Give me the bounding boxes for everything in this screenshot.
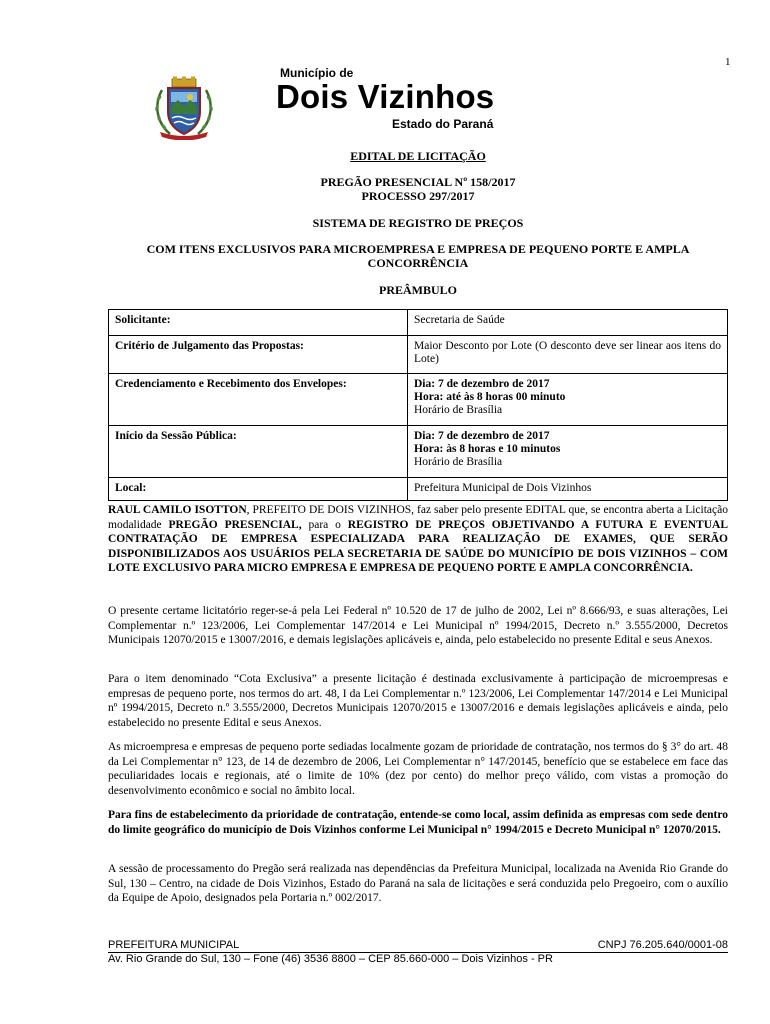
sistema-heading: SISTEMA DE REGISTRO DE PREÇOS bbox=[312, 216, 524, 230]
inicio-dia: Dia: 7 de dezembro de 2017 bbox=[414, 430, 550, 442]
pregao-number: PREGÃO PRESENCIAL Nº 158/2017 bbox=[320, 175, 516, 189]
footer-cnpj: CNPJ 76.205.640/0001-08 bbox=[597, 939, 728, 951]
itens-line-2: CONCORRÊNCIA bbox=[367, 256, 469, 270]
inicio-label: Início da Sessão Pública: bbox=[109, 426, 408, 478]
table-row bbox=[109, 310, 728, 336]
footer-prefeitura: PREFEITURA MUNICIPAL bbox=[108, 939, 240, 951]
footer-top-line bbox=[108, 939, 728, 953]
solicitante-value: Secretaria de Saúde bbox=[408, 310, 728, 336]
table-row bbox=[109, 426, 728, 478]
criterio-value: Maior Desconto por Lote (O desconto deve ser linear aos itens do Lote) bbox=[408, 336, 728, 374]
page-number: 1 bbox=[725, 56, 731, 68]
inicio-hora: Hora: às 8 horas e 10 minutos bbox=[414, 443, 561, 455]
credenciamento-hora: Hora: até às 8 horas 00 minuto bbox=[414, 391, 566, 403]
credenciamento-dia: Dia: 7 de dezembro de 2017 bbox=[414, 378, 550, 390]
paragraph-sessao: A sessão de processamento do Pregão será realizada nas dependências da Prefeitura Municipal, localizada na Avenida Rio Grande do Sul, 130 – Centro, na cidade de Dois Vizinhos, Estado do Paraná na sala de licitações e será conduzida pelo Pregoeiro, com o auxílio da Equipe de Apoio, designados pela Portaria n.º 002/2017. bbox=[108, 863, 728, 904]
paragraph-legislacao: O presente certame licitatório reger-se-á pela Lei Federal nº 10.520 de 17 de julho de 2002, Lei nº 8.666/93, e suas alterações, Lei Complementar n.º 123/2006, Lei Complementar 147/2014 e Lei Municipal nº 1994/2015, Decreto n.º 3.555/2000, Decretos Municipais 12070/2015 e 13007/2016, e demais legislações aplicáveis e, ainda, pelo estabelecido no presente Edital e seus Anexos. bbox=[108, 605, 728, 646]
document-title: EDITAL DE LICITAÇÃO bbox=[350, 149, 486, 163]
credenciamento-horario: Horário de Brasília bbox=[414, 404, 503, 416]
credenciamento-label: Credenciamento e Recebimento dos Envelopes: bbox=[109, 374, 408, 426]
preambulo-table bbox=[108, 309, 728, 501]
table-row bbox=[109, 478, 728, 501]
footer-address: Av. Rio Grande do Sul, 130 – Fone (46) 3536 8800 – CEP 85.660-000 – Dois Vizinhos - PR bbox=[108, 953, 553, 965]
paragraph-text: , PREFEITO DE DOIS VIZINHOS, faz saber pelo presente EDITAL que, se encontra aberta a Licitação modalidade bbox=[108, 504, 728, 531]
municipality-name: Dois Vizinhos bbox=[276, 78, 495, 115]
paragraph-text: para o bbox=[301, 518, 348, 531]
coat-of-arms-icon bbox=[152, 76, 216, 140]
mayor-name: RAUL CAMILO ISOTTON bbox=[108, 504, 247, 516]
paragraph-prioridade: As microempresa e empresas de pequeno porte sediadas localmente gozam de prioridade de contratação, nos termos do § 3° do art. 48 da Lei Complementar n° 123, de 14 de dezembro de 2006, Lei Complementar n° 147/20145, benefício que se estabelece em face das peculiaridades locais e regionais, até o limite de 10% (dez por cento) do melhor preço válido, com vistas a promoção do desenvolvimento econômico e social no âmbito local. bbox=[108, 741, 728, 797]
local-label: Local: bbox=[109, 478, 408, 501]
inicio-value bbox=[408, 426, 728, 478]
itens-line-1: COM ITENS EXCLUSIVOS PARA MICROEMPRESA E EMPRESA DE PEQUENO PORTE E AMPLA bbox=[146, 242, 690, 256]
itens-exclusivos-heading bbox=[108, 242, 728, 270]
solicitante-label: Solicitante: bbox=[109, 310, 408, 336]
credenciamento-value bbox=[408, 374, 728, 426]
local-value: Prefeitura Municipal de Dois Vizinhos bbox=[408, 478, 728, 501]
processo-number: PROCESSO 297/2017 bbox=[361, 189, 475, 203]
paragraph-cota-exclusiva: Para o item denominado “Cota Exclusiva” a presente licitação é destinada exclusivamente à participação de microempresas e empresas de pequeno porte, nos termos do art. 48, I da Lei Complementar n.º 123/2006, Lei Complementar 147/2014 e Lei Municipal nº 1994/2015, Decreto n.º 3.555/2000, Decretos Municipais 12070/2015 e 13007/2016 e demais legislações aplicáveis e ainda, pelo estabelecido no presente Edital e seus Anexos. bbox=[108, 673, 728, 729]
table-row bbox=[109, 374, 728, 426]
criterio-label: Critério de Julgamento das Propostas: bbox=[109, 336, 408, 374]
state-name: Estado do Paraná bbox=[392, 117, 494, 131]
pregao-block bbox=[108, 175, 728, 203]
inicio-horario: Horário de Brasília bbox=[414, 456, 503, 468]
modalidade-text: PREGÃO PRESENCIAL, bbox=[168, 518, 302, 531]
objeto-text: REGISTRO DE PREÇOS OBJETIVANDO A FUTURA E EVENTUAL CONTRATAÇÃO DE EMPRESA ESPECIALIZADA PARA REALIZAÇÃO DE EXAMES, QUE SERÃO DISPONIBILIZADOS AOS USUÁRIOS PELA SECRETARIA DE SAÚDE DO MUNICÍPIO DE DOIS VIZINHOS – COM LOTE EXCLUSIVO PARA MICRO EMPRESA E EMPRESA DE PEQUENO PORTE E AMPLA CONCORRÊNCIA. bbox=[108, 518, 728, 574]
preambulo-heading: PREÂMBULO bbox=[379, 283, 457, 297]
paragraph-definicao-local: Para fins de estabelecimento da prioridade de contratação, entende-se como local, assim definida as empresas com sede dentro do limite geográfico do município de Dois Vizinhos conforme Lei Municipal n° 1994/2015 e Decreto Municipal n° 12070/2015. bbox=[108, 809, 728, 836]
paragraph-preambulo bbox=[108, 503, 728, 576]
table-row bbox=[109, 336, 728, 374]
municipality-prefix: Município de bbox=[280, 66, 354, 80]
